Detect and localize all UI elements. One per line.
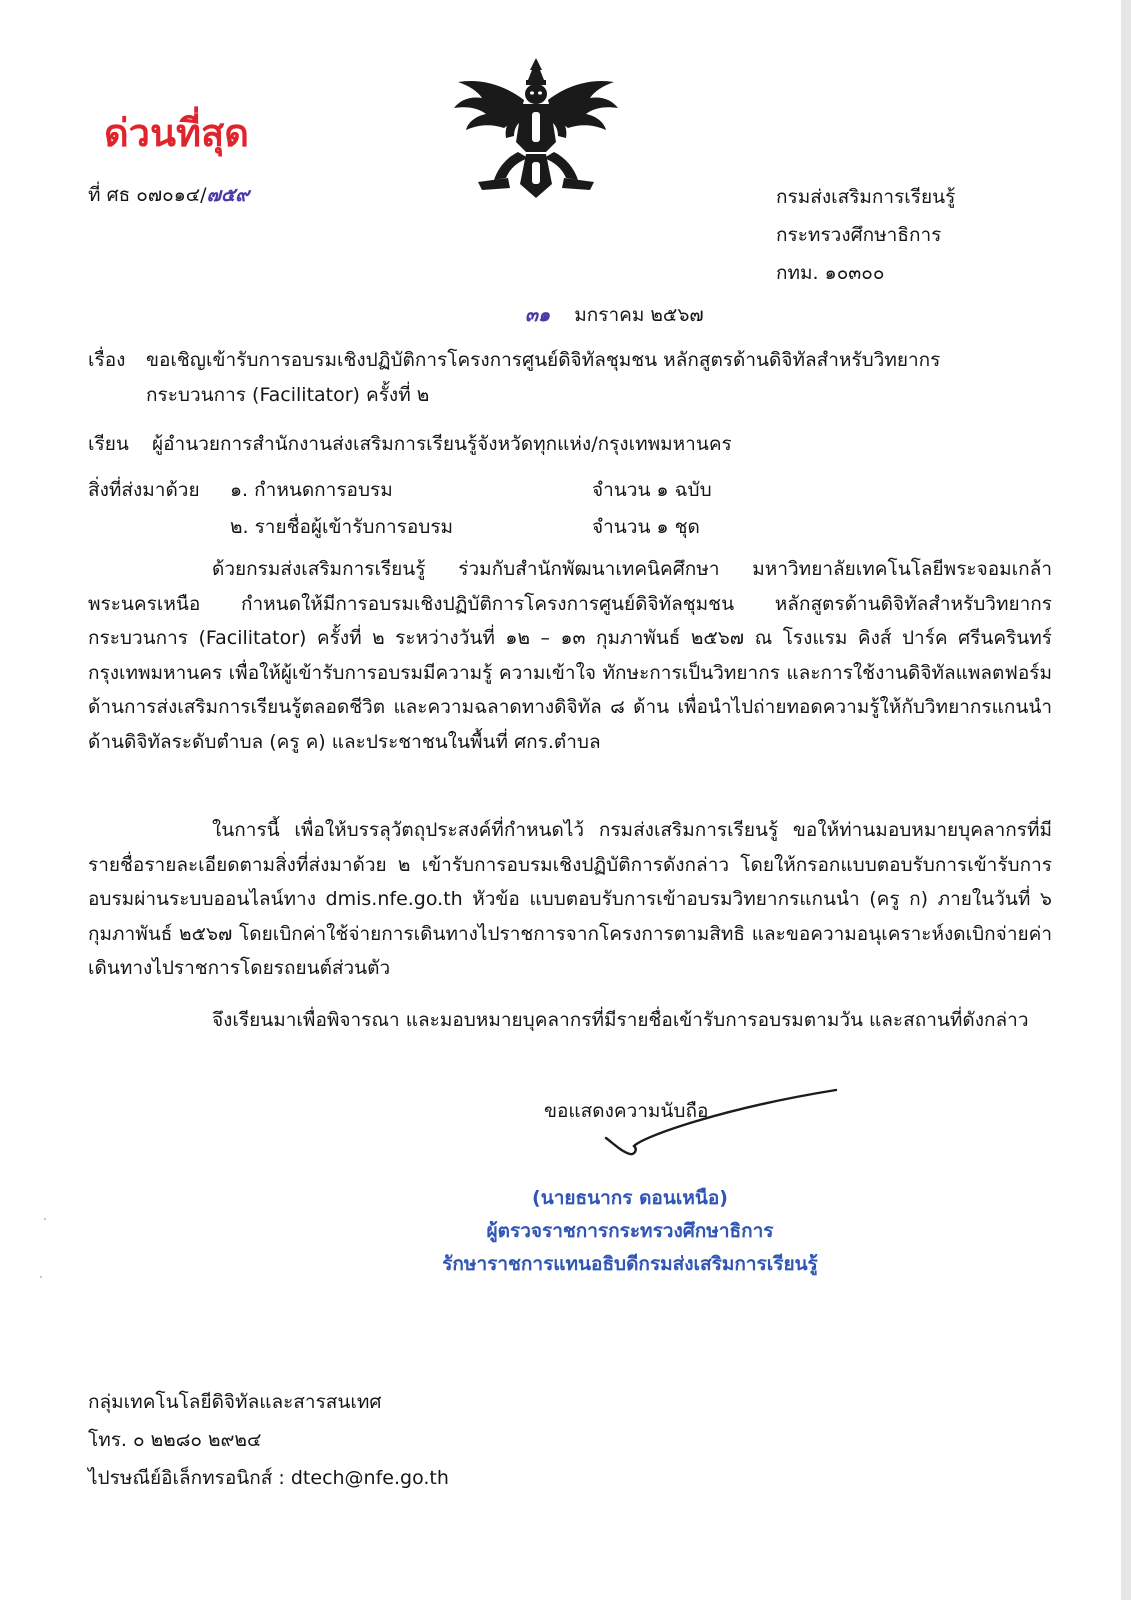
body-paragraph-3: จึงเรียนมาเพื่อพิจารณา และมอบหมายบุคลากรที่มีรายชื่อเข้ารับการอบรมตามวัน และสถานที่ดังกล่าว: [212, 1009, 1029, 1031]
signer-name: (นายธนากร ดอนเหนือ): [532, 1187, 728, 1209]
recipient-line: [88, 427, 732, 461]
contact-email: ไปรษณีย์อิเล็กทรอนิกส์ : dtech@nfe.go.th: [88, 1467, 449, 1489]
closing-salutation: ขอแสดงความนับถือ: [544, 1100, 709, 1122]
reference-handwritten: ๗๕๙: [206, 184, 250, 206]
contact-unit: กลุ่มเทคโนโลยีดิจิทัลและสารสนเทศ: [88, 1391, 382, 1413]
ministry-name: กระทรวงศึกษาธิการ: [776, 224, 942, 246]
urgency-stamp: ด่วนที่สุด: [104, 111, 249, 155]
signature-scribble: [604, 1086, 840, 1158]
enclosure-item: ๒. รายชื่อผู้เข้ารับการอบรม: [230, 516, 454, 538]
enclosure-item: ๑. กำหนดการอบรม: [230, 479, 393, 501]
sender-address: [776, 178, 955, 292]
contact-phone: โทร. ๐ ๒๒๘๐ ๒๙๒๔: [88, 1429, 262, 1451]
body-paragraph-2: ในการนี้ เพื่อให้บรรลุวัตถุประสงค์ที่กำหนดไว้ กรมส่งเสริมการเรียนรู้ ขอให้ท่านมอบหมายบุคลากรที่มีรายชื่อรายละเอียดตามสิ่งที่ส่งมาด้วย ๒ เข้ารับการอบรมเชิงปฏิบัติการดังกล่าว โดยให้กรอกแบบตอบรับการเข้ารับการอบรมผ่านระบบออนไลน์ทาง dmis.nfe.go.th หัวข้อ แบบตอบรับการเข้าอบรมวิทยากรแกนนำ (ครู ก) ภายในวันที่ ๖ กุมภาพันธ์ ๒๕๖๗ โดยเบิกค่าใช้จ่ายการเดินทางไปราชการจากโครงการตามสิทธิ และขอความอนุเคราะห์งดเบิกจ่ายค่าเดินทางไปราชการโดยรถยนต์ส่วนตัว: [88, 819, 1052, 979]
scan-edge: [1121, 0, 1131, 1600]
signer-acting-position: รักษาราชการแทนอธิบดีกรมส่งเสริมการเรียนรู้: [442, 1253, 818, 1275]
subject-line: [88, 343, 940, 377]
subject-continuation: กระบวนการ (Facilitator) ครั้งที่ ๒: [146, 384, 430, 406]
enclosure-label: สิ่งที่ส่งมาด้วย: [88, 479, 200, 501]
scan-speck: [44, 1218, 46, 1220]
reference-number: [88, 178, 249, 212]
postal-code: กทม. ๑๐๓๐๐: [776, 262, 885, 284]
recipient-label: เรียน: [88, 433, 129, 455]
scan-speck: [40, 1276, 42, 1278]
body-paragraph-1: ด้วยกรมส่งเสริมการเรียนรู้ ร่วมกับสำนักพัฒนาเทคนิคศึกษา มหาวิทยาลัยเทคโนโลยีพระจอมเกล้าพระนครเหนือ กำหนดให้มีการอบรมเชิงปฏิบัติการโครงการศูนย์ดิจิทัลชุมชน หลักสูตรด้านดิจิทัลสำหรับวิทยากรกระบวนการ (Facilitator) ครั้งที่ ๒ ระหว่างวันที่ ๑๒ – ๑๓ กุมภาพันธ์ ๒๕๖๗ ณ โรงแรม คิงส์ ปาร์ค ศรีนครินทร์ กรุงเทพมหานคร เพื่อให้ผู้เข้ารับการอบรมมีความรู้ ความเข้าใจ ทักษะการเป็นวิทยากร และการใช้งานดิจิทัลแพลตฟอร์มด้านการส่งเสริมการเรียนรู้ตลอดชีวิต และความฉลาดทางดิจิทัล ๘ ด้าน เพื่อนำไปถ่ายทอดความรู้ให้กับวิทยากรแกนนำด้านดิจิทัลระดับตำบล (ครู ค) และประชาชนในพื้นที่ ศกร.ตำบล: [88, 558, 1052, 753]
department-name: กรมส่งเสริมการเรียนรู้: [776, 186, 956, 208]
garuda-emblem-icon: [448, 56, 624, 206]
enclosure-quantity: จำนวน ๑ ชุด: [592, 516, 700, 538]
reference-prefix: ที่ ศธ ๐๗๐๑๔/: [88, 184, 207, 206]
recipient-text: ผู้อำนวยการสำนักงานส่งเสริมการเรียนรู้จังหวัดทุกแห่ง/กรุงเทพมหานคร: [152, 433, 732, 455]
date-day: ๓๑: [525, 304, 551, 326]
subject-text: ขอเชิญเข้ารับการอบรมเชิงปฏิบัติการโครงการศูนย์ดิจิทัลชุมชน หลักสูตรด้านดิจิทัลสำหรับวิทยากร: [146, 349, 941, 371]
date-month-year: มกราคม ๒๕๖๗: [574, 304, 704, 326]
letter-date: [525, 298, 704, 332]
signer-position: ผู้ตรวจราชการกระทรวงศึกษาธิการ: [486, 1220, 774, 1242]
enclosure-quantity: จำนวน ๑ ฉบับ: [592, 479, 712, 501]
subject-label: เรื่อง: [88, 349, 126, 371]
